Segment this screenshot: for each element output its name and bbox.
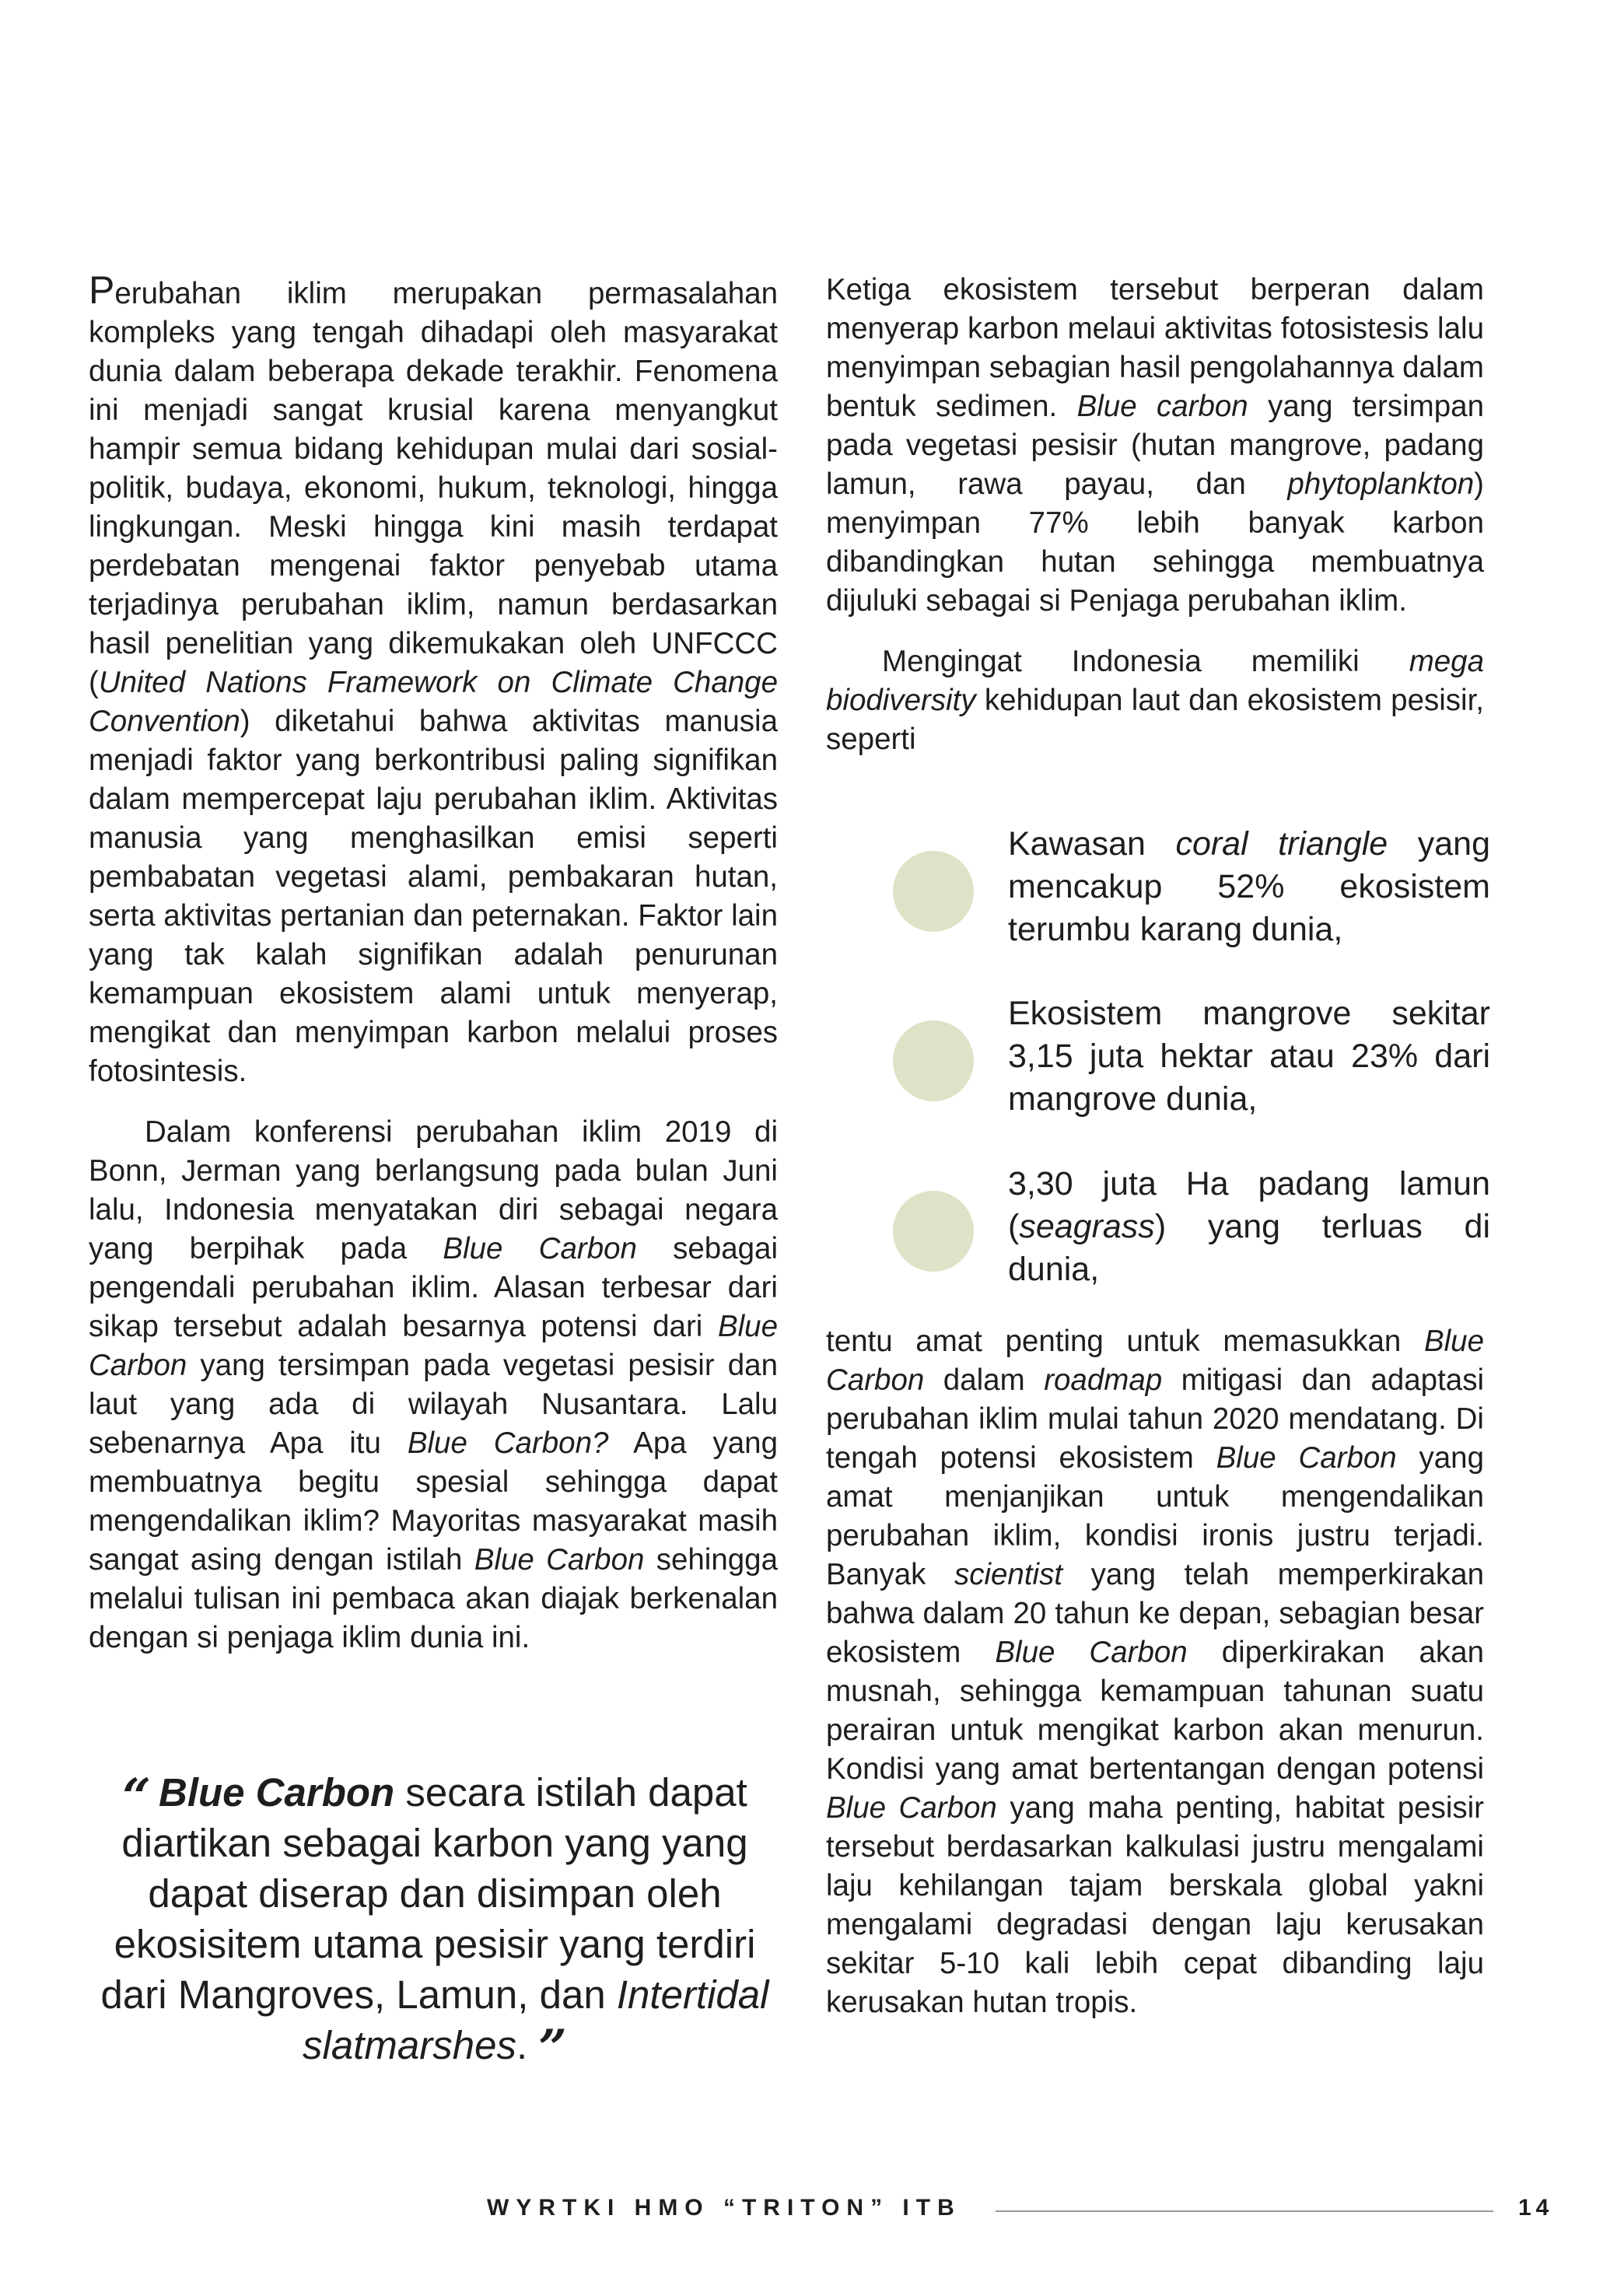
bullet-text <box>1008 992 1490 1121</box>
text-run: Blue Carbon <box>159 1770 395 1815</box>
text-run: dalam <box>924 1363 1045 1397</box>
left-column <box>89 268 779 1657</box>
text-run: yang tersimpan pada vegetasi pesisir (hutan mangrove, padang lamun, rawa payau, dan <box>826 390 1484 501</box>
text-run: kehidupan laut dan ekosistem pesisir, seperti <box>826 684 1484 756</box>
text-run: Blue Carbon <box>474 1543 645 1577</box>
text-run: Mengingat Indonesia memiliki <box>882 645 1409 678</box>
text-run: erubahan iklim merupakan permasalahan kompleks yang tengah dihadapi oleh masyarakat dunia dalam beberapa dekade terakhir. Fenomena ini menjadi sangat krusial karena menyangkut hampir semua bidang kehidupan mulai dari sosial-politik, budaya, ekonomi, hukum, teknologi, hingga lingkungan. Meski hingga kini masih terdapat perdebatan mengenai faktor penyebab utama terjadinya perubahan iklim, namun berdasarkan hasil penelitian yang dikemukakan oleh UNFCCC ( <box>89 277 778 699</box>
text-run: Blue Carbon <box>995 1636 1188 1669</box>
text-run: Blue carbon <box>1076 390 1248 423</box>
text-run: Ekosistem mangrove sekitar 3,15 juta hektar atau 23% dari mangrove dunia, <box>1008 995 1490 1118</box>
text-run: Kawasan <box>1008 825 1176 863</box>
bullet-dot <box>893 851 974 932</box>
bullet-text <box>1008 1163 1490 1291</box>
text-run: sehingga melalui tulisan ini pembaca akan diajak berkenalan dengan si penjaga iklim dunia ini. <box>89 1543 778 1654</box>
page-footer <box>0 2195 1617 2234</box>
conference-paragraph <box>89 1113 778 1657</box>
text-run: yang maha penting, habitat pesisir tersebut berdasarkan kalkulasi justru mengalami laju kehilangan tajam berskala global yakni mengalami degradasi dengan laju kerusakan sekitar 5-10 kali lebih cepat dibanding laju kerusakan hutan tropis. <box>826 1791 1484 2019</box>
footer-divider <box>996 2210 1493 2212</box>
text-run: sebagai pengendali perubahan iklim. Alasan terbesar dari sikap tersebut adalah besarnya potensi dari <box>89 1232 778 1343</box>
text-run: Intertidal slatmarshes <box>303 1972 769 2067</box>
text-run: yang tersimpan pada vegetasi pesisir dan laut yang ada di wilayah Nusantara. Lalu sebenarnya Apa itu <box>89 1349 778 1460</box>
quote-open-mark: “ <box>122 1768 151 1826</box>
pull-quote <box>89 1767 781 2077</box>
text-run: roadmap <box>1044 1363 1163 1397</box>
text-run: Dalam konferensi perubahan iklim 2019 di Bonn, Jerman yang berlangsung pada bulan Juni lalu, Indonesia menyatakan diri sebagai negara yang berpihak pada <box>89 1115 778 1265</box>
conclusion-paragraph <box>826 1322 1484 2022</box>
text-run: phytoplankton <box>1287 467 1475 501</box>
text-run: ) diketahui bahwa aktivitas manusia menjadi faktor yang berkontribusi paling signifikan dalam mempercepat laju perubahan iklim. Aktivitas manusia yang menghasilkan emisi seperti pembabatan vegetasi alami, pembakaran hutan, serta aktivitas pertanian dan peternakan. Faktor lain yang tak kalah signifikan adalah penurunan kemampuan ekosistem alami untuk menyerap, mengikat dan menyimpan karbon melalui proses fotosintesis. <box>89 705 779 1088</box>
text-run: 3,30 juta Ha padang lamun ( <box>1008 1165 1490 1245</box>
ecosystem-paragraph <box>826 271 1484 621</box>
quote-close-mark: ” <box>538 2019 567 2077</box>
text-run: Blue Carbon? <box>407 1426 609 1460</box>
bullet-text <box>1008 823 1490 951</box>
text-run: yang amat menjanjikan untuk mengendalikan perubahan iklim, kondisi ironis justru terjadi. Banyak <box>826 1441 1484 1591</box>
text-run: mitigasi dan adaptasi perubahan iklim mulai tahun 2020 mendatang. Di tengah potensi ekosistem <box>826 1363 1484 1475</box>
intro-paragraph <box>89 268 779 1091</box>
text-run: mega biodiversity <box>826 645 1484 717</box>
biodiversity-paragraph <box>826 642 1484 759</box>
text-run: Blue Carbon <box>89 1310 778 1382</box>
text-run: coral triangle <box>1175 825 1388 863</box>
text-run: Ketiga ekosistem tersebut berperan dalam menyerap karbon melaui aktivitas fotosistesis lalu menyimpan sebagian hasil pengolahannya dalam bentuk sedimen. <box>826 273 1484 423</box>
footer-publication-name: WYRTKI HMO “TRITON” ITB <box>487 2195 961 2221</box>
bullet-dot <box>893 1020 974 1101</box>
text-run: Blue Carbon <box>826 1791 997 1825</box>
text-run: diperkirakan akan musnah, sehingga kemampuan tahunan suatu perairan untuk mengikat karbon akan menurun. Kondisi yang amat bertentangan dengan potensi <box>826 1636 1484 1786</box>
text-run: Blue Carbon <box>443 1232 637 1265</box>
quote-text <box>101 1770 769 2067</box>
text-run: secara istilah dapat diartikan sebagai karbon yang yang dapat diserap dan disimpan oleh ekosisitem utama pesisir yang terdiri dari Mangroves, Lamun, dan <box>100 1770 756 2017</box>
page-number: 14 <box>1518 2195 1554 2221</box>
text-run: ) yang terluas di dunia, <box>1008 1208 1490 1288</box>
text-run: . <box>516 2023 528 2067</box>
text-run: scientist <box>954 1558 1063 1591</box>
right-column <box>826 271 1484 759</box>
drop-cap: P <box>89 268 115 312</box>
text-run: United Nations Framework on Climate Change Convention <box>89 666 778 738</box>
text-run: yang mencakup 52% ekosistem terumbu karang dunia, <box>1008 825 1490 948</box>
text-run: seagrass <box>1019 1208 1155 1245</box>
text-run: Apa yang membuatnya begitu spesial sehingga dapat mengendalikan iklim? Mayoritas masyarakat masih sangat asing dengan istilah <box>89 1426 778 1577</box>
text-run: Blue Carbon <box>1216 1441 1397 1475</box>
text-run: ) menyimpan 77% lebih banyak karbon dibandingkan hutan sehingga membuatnya dijuluki sebagai si Penjaga perubahan iklim. <box>826 467 1484 618</box>
text-run: Blue Carbon <box>826 1325 1484 1397</box>
bullet-dot <box>893 1191 974 1272</box>
text-run: tentu amat penting untuk memasukkan <box>826 1325 1424 1358</box>
text-run: yang telah memperkirakan bahwa dalam 20 tahun ke depan, sebagian besar ekosistem <box>826 1558 1484 1669</box>
